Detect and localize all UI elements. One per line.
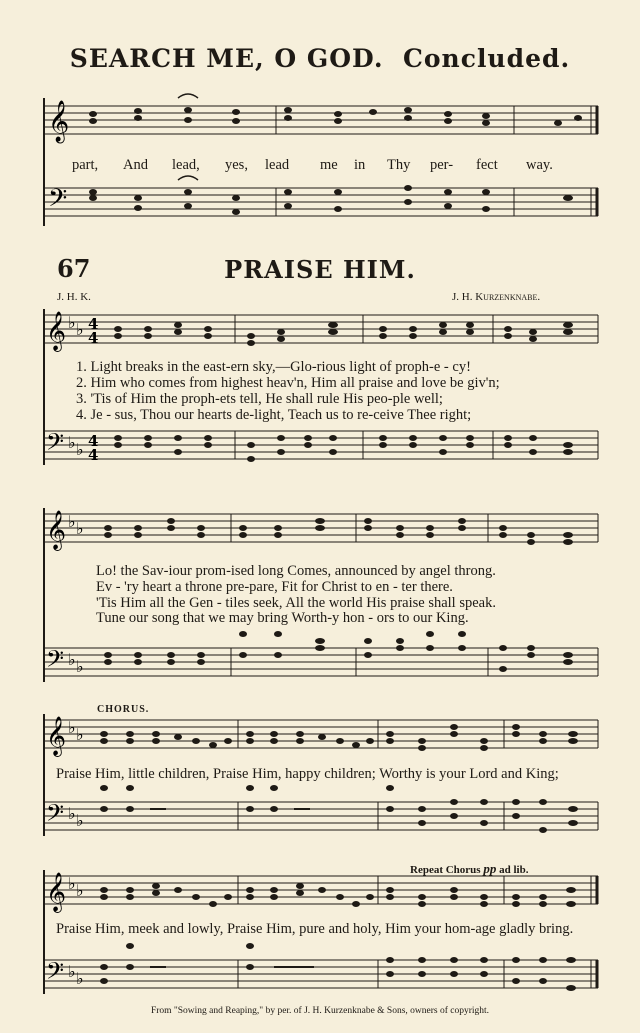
verse-4: 4. Je - sus, Thou our hearts de-light, Teach us to re-ceive Thee right; bbox=[76, 407, 472, 423]
verse-2: 2. Him who comes from highest heav'n, Him all praise and love be giv'n; bbox=[76, 375, 500, 391]
svg-text:𝄞: 𝄞 bbox=[46, 872, 67, 912]
verse-2-cont: Ev - 'ry heart a throne pre-pare, Fit for Christ to en - ter there. bbox=[96, 579, 453, 595]
lyric-syllable: Thy bbox=[387, 157, 411, 173]
svg-text:♭: ♭ bbox=[76, 727, 84, 744]
svg-text:4: 4 bbox=[88, 446, 99, 464]
svg-text:♭: ♭ bbox=[68, 514, 76, 531]
svg-text:♭: ♭ bbox=[76, 322, 84, 339]
svg-text:♭: ♭ bbox=[68, 435, 76, 452]
svg-text:𝄞: 𝄞 bbox=[46, 311, 67, 351]
hymn-number: 67 bbox=[57, 254, 91, 283]
verse-3: 3. 'Tis of Him the proph-ets tell, He shall rule His peo-ple well; bbox=[76, 391, 443, 407]
svg-text:♭: ♭ bbox=[68, 652, 76, 669]
time-sig-bottom: 4 bbox=[88, 329, 99, 347]
lyric-syllable: fect bbox=[476, 157, 498, 173]
svg-text:♭: ♭ bbox=[68, 806, 76, 823]
copyright-footer: From "Sowing and Reaping," by per. of J. H. Kurzenknabe & Sons, owners of copyright. bbox=[150, 1006, 490, 1016]
chorus-label: CHORUS. bbox=[97, 704, 150, 715]
svg-text:♭: ♭ bbox=[68, 720, 76, 737]
svg-text:♭: ♭ bbox=[76, 971, 84, 988]
hymn-author: J. H. K. bbox=[57, 291, 91, 303]
svg-text:♭: ♭ bbox=[76, 813, 84, 830]
verse-1-cont: Lo! the Sav-iour prom-ised long Comes, announced by angel throng. bbox=[96, 563, 496, 579]
svg-text:4: 4 bbox=[88, 432, 99, 450]
ad-lib-note: ad lib. bbox=[499, 864, 529, 876]
verse-4-cont: Tune our song that we may bring Worth-y hon - ors to our King. bbox=[96, 610, 469, 626]
svg-text:♭: ♭ bbox=[76, 521, 84, 538]
lyric-syllable: in bbox=[354, 157, 366, 173]
lyric-syllable: And bbox=[123, 157, 148, 173]
svg-text:♭: ♭ bbox=[68, 964, 76, 981]
dynamics-mark: pp bbox=[483, 861, 497, 876]
svg-text:𝄞: 𝄞 bbox=[46, 510, 67, 550]
lyric-syllable: per- bbox=[430, 157, 454, 173]
time-sig-top: 4 bbox=[88, 315, 99, 333]
hymn-composer: J. H. Kurzenknabe. bbox=[452, 291, 541, 303]
lyric-syllable: way. bbox=[526, 157, 553, 173]
lyric-syllable: lead, bbox=[172, 157, 200, 173]
svg-text:♭: ♭ bbox=[76, 442, 84, 459]
svg-text:𝄢: 𝄢 bbox=[46, 957, 65, 990]
chorus-line-1: Praise Him, little children, Praise Him, happy children; Worthy is your Lord and King; bbox=[56, 766, 559, 782]
verse-1: 1. Light breaks in the east-ern sky,—Glo-rious light of proph-e - cy! bbox=[76, 359, 471, 375]
svg-text:♭: ♭ bbox=[76, 883, 84, 900]
verse-3-cont: 'Tis Him all the Gen - tiles seek, All the world His praise shall speak. bbox=[96, 595, 496, 611]
svg-text:𝄢: 𝄢 bbox=[46, 428, 65, 461]
svg-text:𝄢: 𝄢 bbox=[48, 184, 68, 219]
page-header bbox=[0, 44, 640, 73]
repeat-note: Repeat Chorus bbox=[410, 864, 481, 876]
svg-text:𝄞: 𝄞 bbox=[48, 101, 70, 142]
header-suffix: Concluded. bbox=[402, 44, 571, 73]
svg-text:𝄢: 𝄢 bbox=[46, 799, 65, 832]
lyric-syllable: part, bbox=[72, 157, 99, 173]
svg-text:♭: ♭ bbox=[68, 315, 76, 332]
lyric-syllable: lead bbox=[265, 157, 290, 173]
svg-text:♭: ♭ bbox=[68, 876, 76, 893]
svg-text:𝄞: 𝄞 bbox=[46, 716, 67, 756]
svg-text:♭: ♭ bbox=[76, 659, 84, 676]
svg-text:𝄢: 𝄢 bbox=[46, 645, 65, 678]
header-title: SEARCH ME, O GOD. bbox=[69, 44, 384, 73]
chorus-line-2: Praise Him, meek and lowly, Praise Him, pure and holy, Him your hom-age gladly bring. bbox=[56, 921, 574, 937]
lyric-syllable: yes, bbox=[225, 157, 248, 173]
lyric-syllable: me bbox=[320, 157, 338, 173]
hymn-title: PRAISE HIM. bbox=[224, 255, 416, 284]
